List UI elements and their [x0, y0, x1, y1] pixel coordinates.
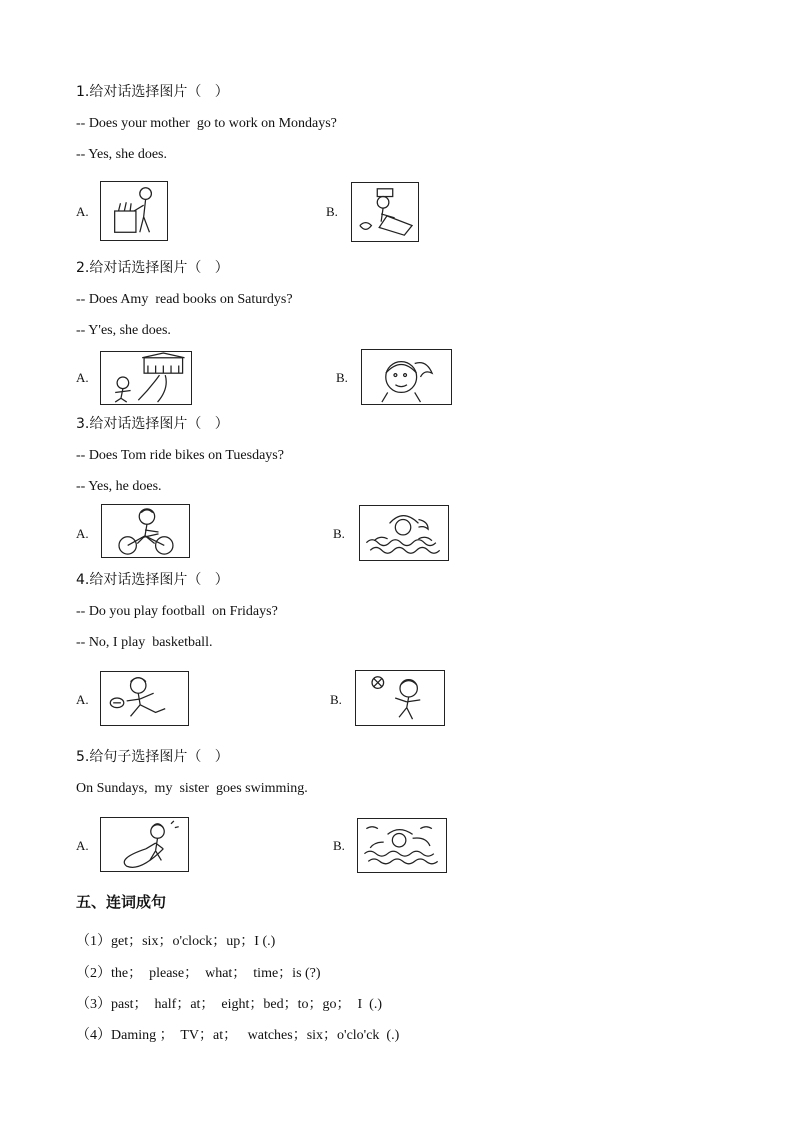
person-cooking-icon[interactable]: [100, 181, 168, 241]
question-4-option-a-label: A.: [76, 692, 89, 707]
question-2-title: 2.给对话选择图片（ ）: [76, 260, 229, 276]
question-5-option-a-label: A.: [76, 838, 89, 853]
boy-riding-bike-icon[interactable]: [101, 504, 190, 558]
question-5-sentence: On Sundays, my sister goes swimming.: [76, 781, 308, 796]
girl-skipping-rope-icon[interactable]: [100, 817, 189, 872]
child-going-to-school-icon[interactable]: [100, 351, 192, 405]
question-3-title: 3.给对话选择图片（ ）: [76, 416, 229, 432]
question-1-option-b-label: B.: [326, 204, 338, 219]
question-4-title: 4.给对话选择图片（ ）: [76, 572, 229, 588]
section-title: 五、连词成句: [76, 893, 167, 911]
question-2-line-2: -- Y'es, she does.: [76, 323, 171, 338]
question-2-line-1: -- Does Amy read books on Saturdys?: [76, 292, 293, 307]
question-2-option-b-label: B.: [336, 370, 348, 385]
question-3-line-1: -- Does Tom ride bikes on Tuesdays?: [76, 448, 284, 463]
reorder-item-2: （2）the； please； what； time；is (?): [76, 966, 321, 981]
question-5-title: 5.给句子选择图片（ ）: [76, 749, 229, 765]
question-3-option-a-label: A.: [76, 526, 89, 541]
question-1-line-1: -- Does your mother go to work on Mondays?: [76, 116, 337, 131]
child-face-icon[interactable]: [361, 349, 452, 405]
question-4-line-1: -- Do you play football on Fridays?: [76, 604, 278, 619]
question-3-line-2: -- Yes, he does.: [76, 479, 162, 494]
reorder-item-1: （1）get；six；o'clock；up；I (.): [76, 934, 276, 949]
boy-kicking-football-icon[interactable]: [355, 670, 445, 726]
question-2-option-a-label: A.: [76, 370, 89, 385]
person-at-desk-icon[interactable]: [351, 182, 419, 242]
question-1-title: 1.给对话选择图片（ ）: [76, 84, 229, 100]
question-4-line-2: -- No, I play basketball.: [76, 635, 213, 650]
boy-running-with-ball-icon[interactable]: [100, 671, 189, 726]
question-5-option-b-label: B.: [333, 838, 345, 853]
boy-swimming-icon[interactable]: [359, 505, 449, 561]
question-1-line-2: -- Yes, she does.: [76, 147, 167, 162]
question-3-option-b-label: B.: [333, 526, 345, 541]
reorder-item-4: （4）Daming ； TV；at； watches；six；o'clo'ck (.): [76, 1028, 400, 1043]
question-4-option-b-label: B.: [330, 692, 342, 707]
reorder-item-3: （3）past； half；at； eight；bed；to；go； I (.): [76, 997, 383, 1012]
question-1-option-a-label: A.: [76, 204, 89, 219]
girl-swimming-icon[interactable]: [357, 818, 447, 873]
